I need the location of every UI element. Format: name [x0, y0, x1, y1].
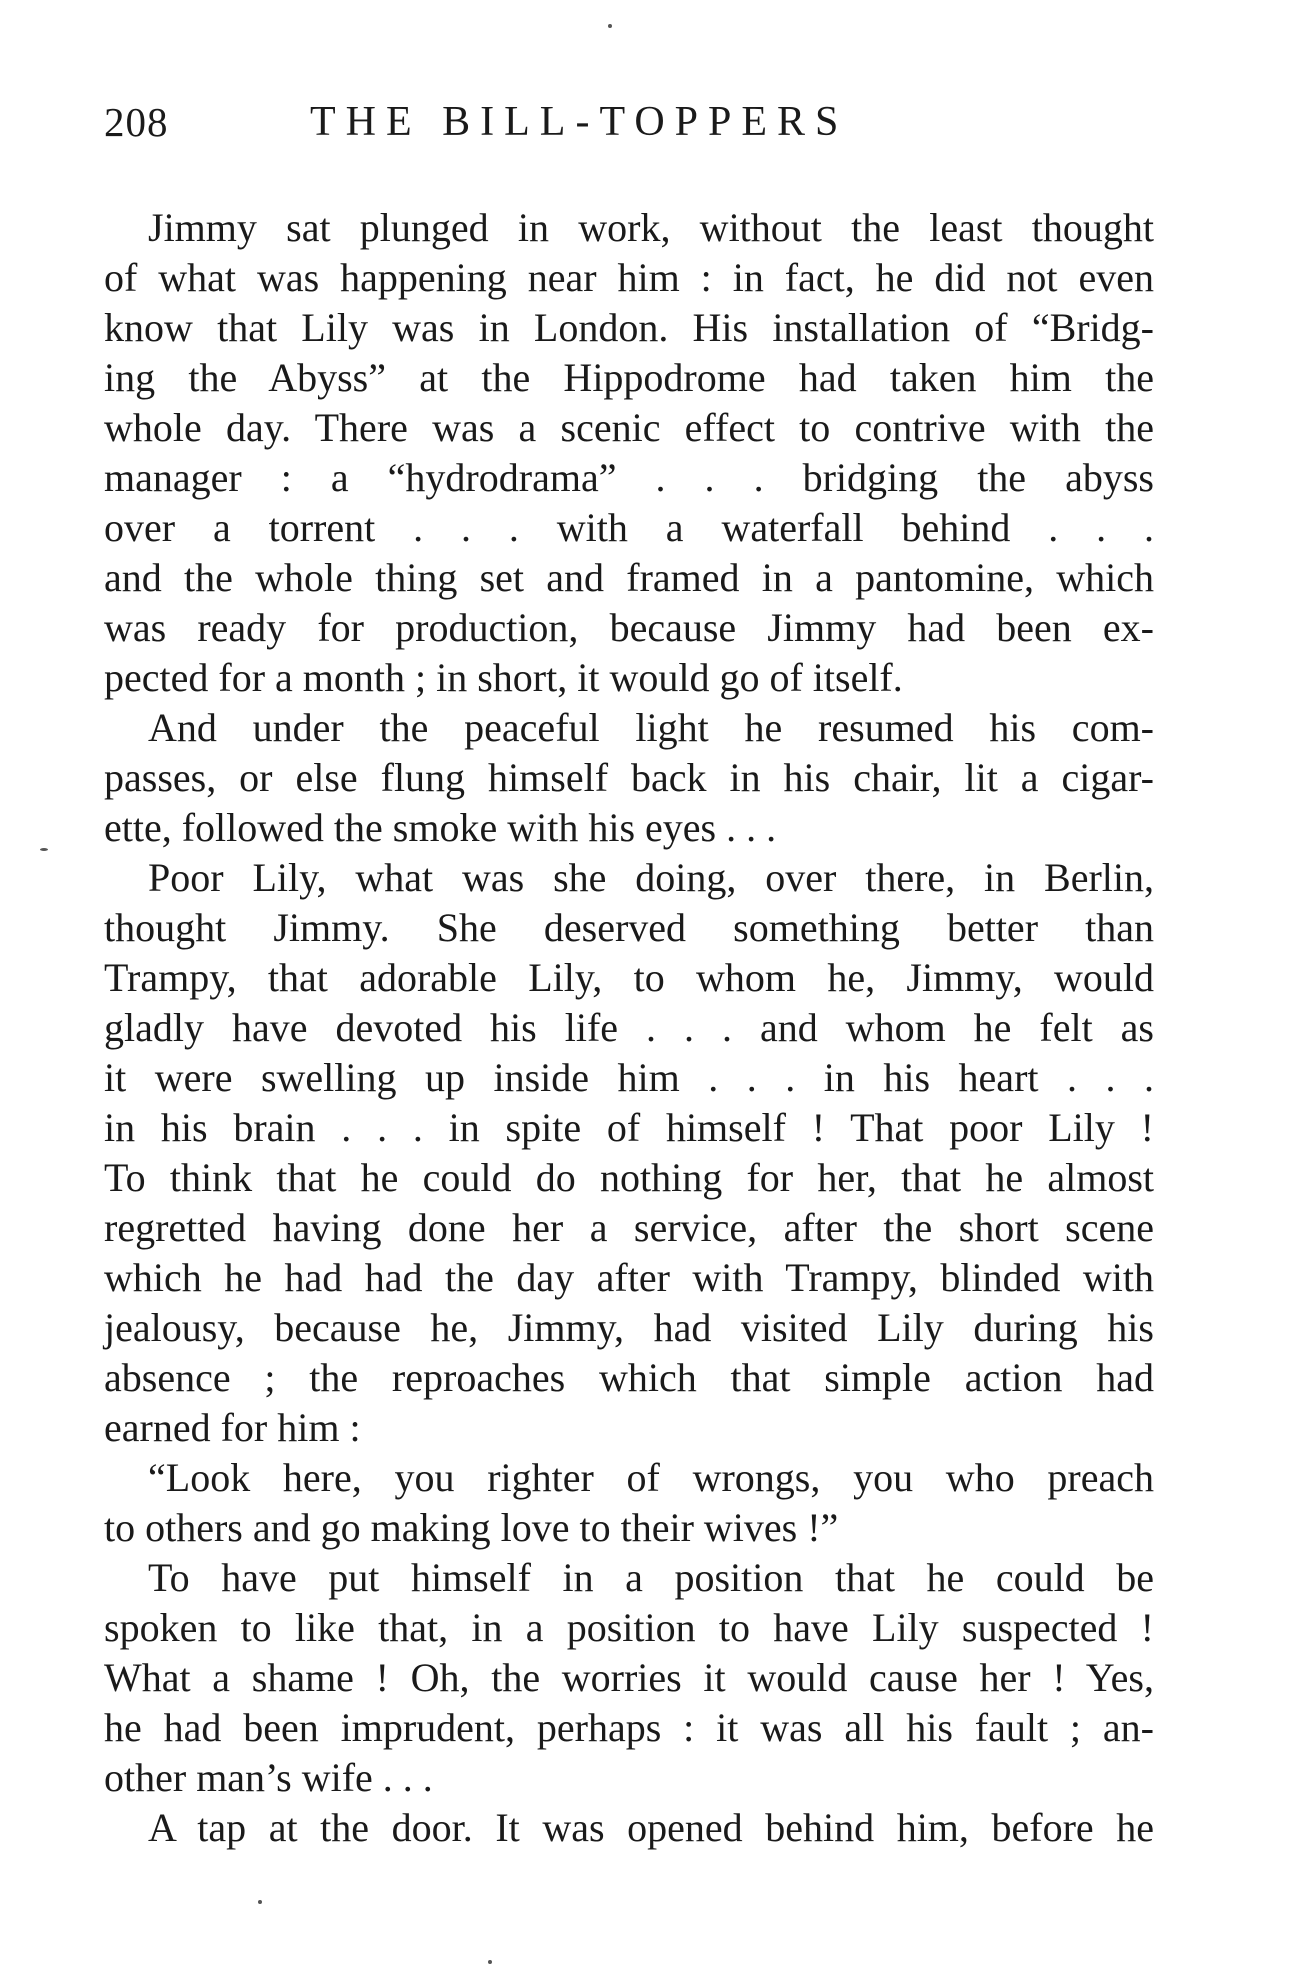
- text-line: What a shame ! Oh, the worries it would cause her ! Yes,: [104, 1655, 1154, 1700]
- text-line: ette, followed the smoke with his eyes . . .: [104, 805, 777, 850]
- text-line: he had been imprudent, perhaps : it was all his fault ; an-: [104, 1705, 1154, 1750]
- text-line: know that Lily was in London. His installation of “Bridg-: [104, 305, 1154, 350]
- text-line: whole day. There was a scenic effect to contrive with the: [104, 405, 1154, 450]
- text-line: it were swelling up inside him . . . in his heart . . .: [104, 1055, 1154, 1100]
- text-line: Poor Lily, what was she doing, over there, in Berlin,: [148, 855, 1154, 900]
- text-line: was ready for production, because Jimmy had been ex-: [104, 605, 1154, 650]
- text-line: earned for him :: [104, 1405, 361, 1450]
- text-line: to others and go making love to their wives !”: [104, 1505, 839, 1550]
- text-line: ing the Abyss” at the Hippodrome had taken him the: [104, 355, 1154, 400]
- text-line: To think that he could do nothing for her, that he almost: [104, 1155, 1154, 1200]
- print-speck: [258, 1900, 262, 1904]
- text-line: passes, or else flung himself back in his chair, lit a cigar-: [104, 755, 1154, 800]
- text-line: spoken to like that, in a position to have Lily suspected !: [104, 1605, 1154, 1650]
- text-line: absence ; the reproaches which that simple action had: [104, 1355, 1154, 1400]
- text-line: “Look here, you righter of wrongs, you who preach: [148, 1455, 1154, 1500]
- text-line: Jimmy sat plunged in work, without the least thought: [148, 205, 1154, 250]
- text-line: and the whole thing set and framed in a pantomine, which: [104, 555, 1154, 600]
- print-speck: [40, 848, 48, 851]
- print-speck: [488, 1960, 492, 1964]
- body-text: [104, 203, 1154, 1853]
- text-line: thought Jimmy. She deserved something better than: [104, 905, 1154, 950]
- text-line: of what was happening near him : in fact, he did not even: [104, 255, 1154, 300]
- text-line: manager : a “hydrodrama” . . . bridging the abyss: [104, 455, 1154, 500]
- text-line: And under the peaceful light he resumed his com-: [148, 705, 1154, 750]
- text-line: regretted having done her a service, after the short scene: [104, 1205, 1154, 1250]
- text-line: gladly have devoted his life . . . and whom he felt as: [104, 1005, 1154, 1050]
- text-line: over a torrent . . . with a waterfall behind . . .: [104, 505, 1154, 550]
- text-line: To have put himself in a position that he could be: [148, 1555, 1154, 1600]
- text-line: jealousy, because he, Jimmy, had visited Lily during his: [104, 1305, 1154, 1350]
- print-speck: [608, 24, 612, 28]
- running-head: THE BILL-TOPPERS: [310, 99, 849, 145]
- text-line: which he had had the day after with Trampy, blinded with: [104, 1255, 1154, 1300]
- text-line: A tap at the door. It was opened behind him, before he: [148, 1805, 1154, 1850]
- text-line: pected for a month ; in short, it would go of itself.: [104, 655, 903, 700]
- text-line: in his brain . . . in spite of himself ! That poor Lily !: [104, 1105, 1154, 1150]
- text-line: Trampy, that adorable Lily, to whom he, Jimmy, would: [104, 955, 1154, 1000]
- page-number: 208: [104, 99, 169, 145]
- page-header: [104, 98, 1164, 158]
- text-line: other man’s wife . . .: [104, 1755, 433, 1800]
